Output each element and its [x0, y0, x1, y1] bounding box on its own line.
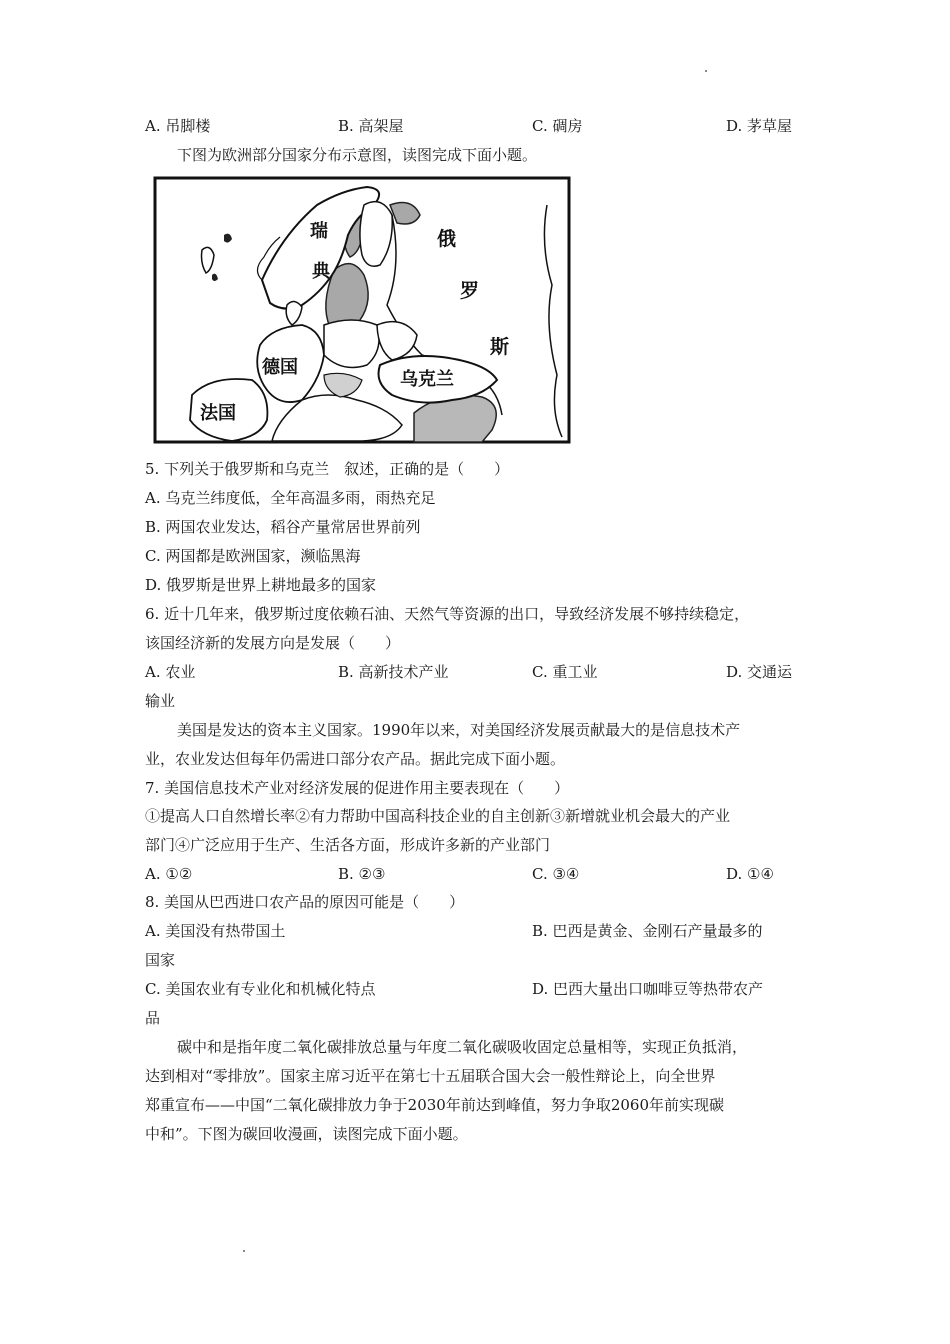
q6-stem-line-2: 该国经济新的发展方向是发展（ ） [145, 634, 401, 652]
q5-option-a[interactable]: A. 乌克兰纬度低，全年高温多雨，雨热充足 [145, 489, 436, 507]
q8-option-d[interactable]: D. 巴西大量出口咖啡豆等热带农产 [532, 980, 764, 998]
q4-option-a[interactable]: A. 吊脚楼 [145, 117, 211, 135]
label-sweden-2: 典 [312, 261, 330, 282]
label-sweden-1: 瑞 [310, 221, 328, 242]
q7-items-line-2: 部门④广泛应用于生产、生活各方面，形成许多新的产业部门 [145, 836, 551, 854]
q7-option-b[interactable]: B. ②③ [338, 865, 386, 883]
q8-stem: 8. 美国从巴西进口农产品的原因可能是（ ） [145, 893, 465, 911]
q8-option-b[interactable]: B. 巴西是黄金、金刚石产量最多的 [532, 922, 763, 940]
q7-option-a[interactable]: A. ①② [145, 865, 193, 883]
q6-option-b[interactable]: B. 高新技术产业 [338, 663, 449, 681]
q6-option-d[interactable]: D. 交通运 [726, 663, 793, 681]
label-france: 法国 [200, 403, 236, 424]
intro-usa-line-1: 美国是发达的资本主义国家。1990年以来，对美国经济发展贡献最大的是信息技术产 [177, 721, 741, 739]
q6-option-d-wrap: 输业 [145, 692, 176, 710]
intro-europe: 下图为欧洲部分国家分布示意图，读图完成下面小题。 [177, 146, 538, 164]
q5-stem: 5. 下列关于俄罗斯和乌克兰 叙述，正确的是（ ） [145, 460, 510, 478]
central-europe [324, 320, 379, 367]
label-germany: 德国 [262, 357, 298, 378]
q5-option-c[interactable]: C. 两国都是欧洲国家，濒临黑海 [145, 547, 361, 565]
q7-option-d[interactable]: D. ①④ [726, 865, 774, 883]
q5-option-d[interactable]: D. 俄罗斯是世界上耕地最多的国家 [145, 576, 377, 594]
label-russia-2: 罗 [460, 280, 480, 302]
scan-speck [705, 70, 707, 72]
carbon-passage-line-2: 达到相对“零排放”。国家主席习近平在第七十五届联合国大会一般性辩论上，向全世界 [145, 1067, 716, 1085]
label-russia-1: 俄 [437, 228, 457, 250]
q7-stem: 7. 美国信息技术产业对经济发展的促进作用主要表现在（ ） [145, 779, 570, 797]
q4-option-d[interactable]: D. 茅草屋 [726, 117, 793, 135]
q6-stem-line-1: 6. 近十几年来，俄罗斯过度依赖石油、天然气等资源的出口，导致经济发展不够持续稳定， [145, 605, 750, 623]
label-ukraine: 乌克兰 [400, 369, 454, 390]
carbon-passage-line-3: 郑重宣布——中国“二氧化碳排放力争于2030年前达到峰值，努力争取2060年前实现碳 [145, 1096, 725, 1114]
q6-option-a[interactable]: A. 农业 [145, 663, 196, 681]
europe-map [152, 175, 572, 445]
q4-option-b[interactable]: B. 高架屋 [338, 117, 404, 135]
carbon-passage-line-1: 碳中和是指年度二氧化碳排放总量与年度二氧化碳吸收固定总量相等，实现正负抵消， [177, 1038, 748, 1056]
q8-option-b-wrap: 国家 [145, 951, 176, 969]
carbon-passage-line-4: 中和”。下图为碳回收漫画，读图完成下面小题。 [145, 1125, 468, 1143]
q6-option-c[interactable]: C. 重工业 [532, 663, 598, 681]
label-russia-3: 斯 [490, 336, 510, 358]
q7-items-line-1: ①提高人口自然增长率②有力帮助中国高科技企业的自主创新③新增就业机会最大的产业 [145, 807, 731, 825]
q7-option-c[interactable]: C. ③④ [532, 865, 580, 883]
q8-option-a[interactable]: A. 美国没有热带国土 [145, 922, 286, 940]
intro-usa-line-2: 业，农业发达但每年仍需进口部分农产品。据此完成下面小题。 [145, 750, 566, 768]
q4-option-c[interactable]: C. 碉房 [532, 117, 583, 135]
q8-option-c[interactable]: C. 美国农业有专业化和机械化特点 [145, 980, 376, 998]
scan-speck [243, 1250, 245, 1252]
q5-option-b[interactable]: B. 两国农业发达，稻谷产量常居世界前列 [145, 518, 421, 536]
q8-option-d-wrap: 品 [145, 1009, 161, 1027]
